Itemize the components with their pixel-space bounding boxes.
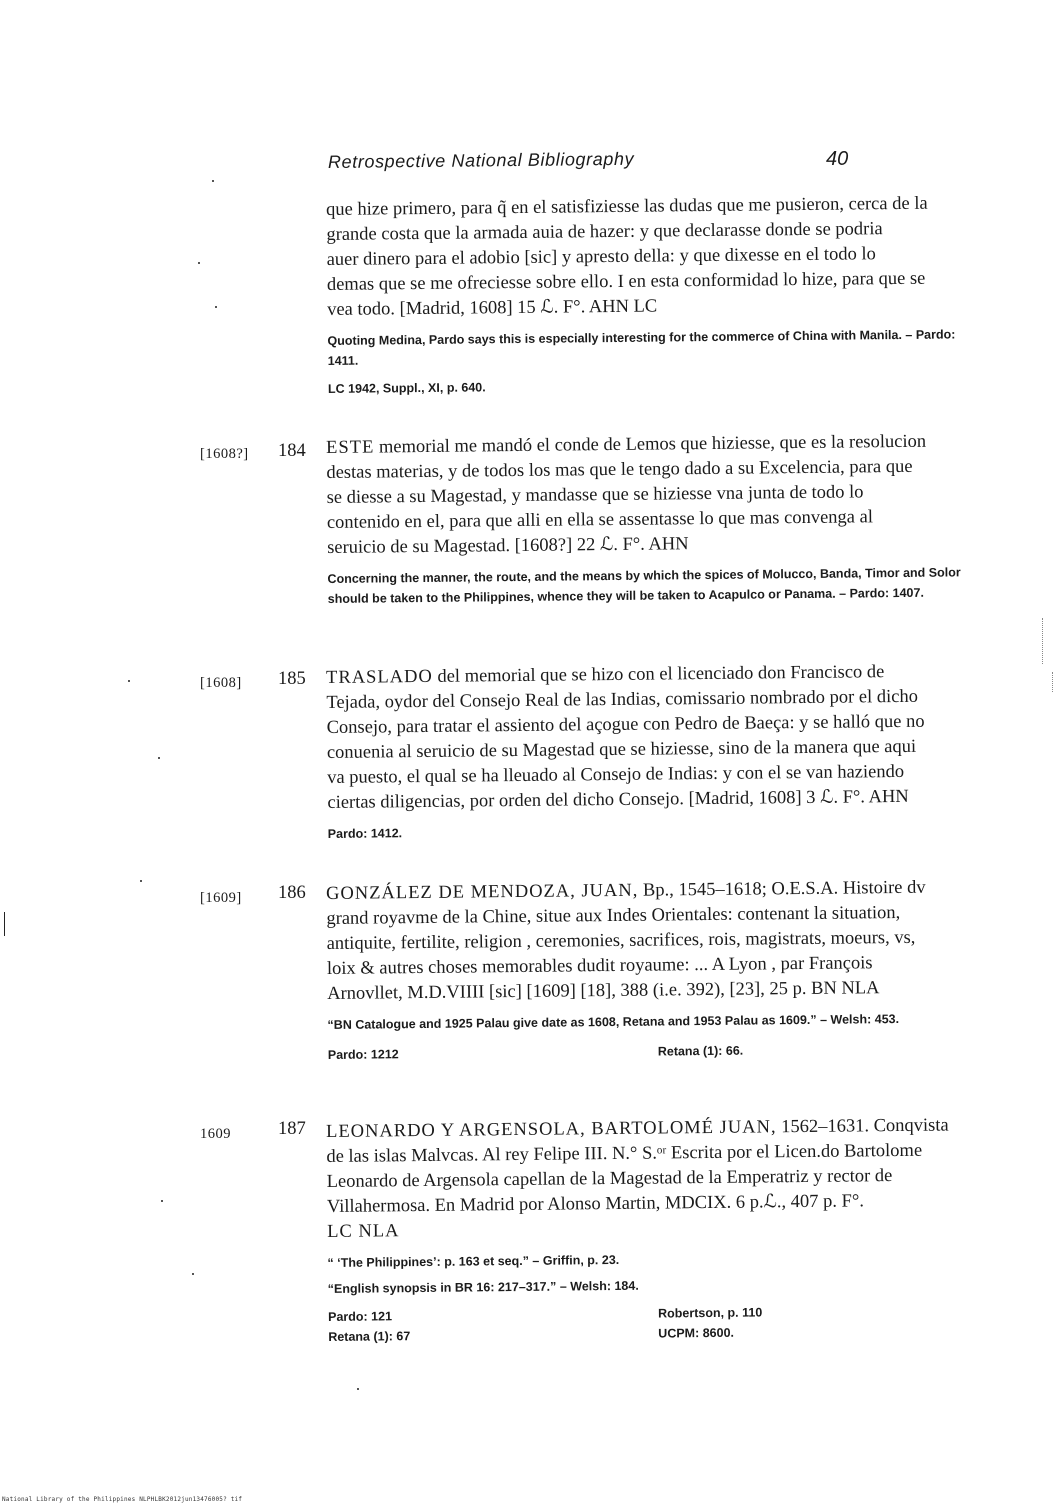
- entry-text-line: antiquite, fertilite, religion , ceremonies, sacrifices, rois, magistrats, moeurs, vs,: [326, 927, 916, 954]
- entry-text-line: LC NLA: [327, 1221, 400, 1242]
- entry-186: [326, 875, 988, 1065]
- entry-text-line: Arnovllet, M.D.VIIII [sic] [1609] [18], 388 (i.e. 392), [23], 25 p. BN NLA: [327, 978, 880, 1004]
- entry-text: memorial me mandó el conde de Lemos que hiziesse, que es la resolucion: [378, 431, 927, 458]
- entry-text-line: loix & autres choses memorables dudit royaume: ... A Lyon , par François: [326, 953, 873, 979]
- entry-lead: LEONARDO Y ARGENSOLA, BARTOLOMÉ JUAN,: [326, 1117, 777, 1142]
- entry-text-line: contenido en el, para que alli en ella se assentasse lo que mas convenga al: [326, 507, 874, 533]
- entry-date: 1609: [200, 1126, 231, 1142]
- entry-lead: ESTE: [326, 437, 375, 458]
- scan-speck: [212, 180, 214, 182]
- running-head: Retrospective National Bibliography: [327, 148, 635, 172]
- reference-right: UCPM: 8600.: [658, 1325, 735, 1341]
- scan-edge-dots: [1042, 618, 1044, 664]
- entry-text: Bp., 1545–1618; O.E.S.A. Histoire dv: [642, 877, 926, 901]
- entry-number: 185: [278, 669, 306, 689]
- entry-date: [1608?]: [200, 446, 249, 462]
- entry-text-line: ciertas diligencias, por orden del dicho Consejo. [Madrid, 1608] 3 ℒ. F°. AHN: [327, 786, 909, 813]
- scan-speck: [161, 1200, 163, 1202]
- scan-speck: [357, 1388, 359, 1390]
- entry-text-line: destas materias, y de todos los mas que le tengo dado a su Excelencia, para que: [326, 456, 913, 483]
- scan-footer: National Library of the Philippines NLPHLBK2012jun13476005? tif: [2, 1496, 243, 1503]
- entry-note: Quoting Medina, Pardo says this is especially interesting for the commerce of China with Manila. – Pardo: 1411.: [327, 327, 956, 368]
- scan-edge-dots: [1052, 672, 1054, 692]
- entry-lead: GONZÁLEZ DE MENDOZA, JUAN,: [326, 880, 639, 904]
- entry-187: [326, 1113, 988, 1347]
- entry-text-line: grand royavme de la Chine, situe aux Indes Orientales: contenant la situation,: [326, 902, 901, 929]
- reference-left: Retana (1): 67: [328, 1329, 411, 1344]
- entry-date: [1608]: [200, 675, 242, 691]
- scan-speck: [140, 880, 142, 882]
- entry-note: LC 1942, Suppl., XI, p. 640.: [327, 380, 486, 396]
- entry-number: 186: [278, 883, 306, 903]
- entry-text-line: que hize primero, para q̃ en el satisfiziesse las dudas que me pusieron, cerca de la: [326, 193, 928, 220]
- entry-text-line: conuenia al seruicio de su Magestad que se hiziesse, sino de la manera que aqui: [326, 736, 917, 763]
- entry-text-line: vea todo. [Madrid, 1608] 15 ℒ. F°. AHN LC: [327, 296, 658, 320]
- entry-185: [326, 659, 988, 844]
- entry-text-line: seruicio de su Magestad. [1608?] 22 ℒ. F°. AHN: [327, 534, 689, 558]
- entry-number: 184: [278, 441, 306, 461]
- scan-speck: [198, 262, 200, 264]
- entry-text: 1562–1631. Conqvista: [781, 1115, 949, 1138]
- entry-date: [1609]: [200, 890, 242, 906]
- entry-continuation: [326, 191, 988, 399]
- scan-speck: [128, 680, 130, 682]
- entry-text-line: va puesto, el qual se ha lleuado al Consejo de Indias: y con el se van haziendo: [327, 761, 905, 788]
- entry-note: Pardo: 1412.: [327, 826, 403, 841]
- entry-text-line: Consejo, para tratar el assiento del açogue con Pedro de Baeça: y se halló que no: [326, 711, 925, 738]
- reference-left: Pardo: 121: [327, 1309, 393, 1324]
- entry-number: 187: [278, 1119, 306, 1139]
- entry-text-line: Villahermosa. En Madrid por Alonso Martin, MDCIX. 6 p.ℒ., 407 p. F°.: [326, 1191, 865, 1217]
- entry-text-line: auer dinero para el adobio [sic] y apresto della: y que dixesse en el todo lo: [326, 244, 876, 270]
- reference-right: Retana (1): 66.: [657, 1043, 744, 1059]
- page-number: 40: [826, 148, 849, 170]
- reference-right: Robertson, p. 110: [657, 1305, 763, 1321]
- entry-lead: TRASLADO: [326, 666, 433, 688]
- entry-text-line: demas que se me ofreciesse sobre ello. I en esta conformidad lo hize, para que se: [326, 268, 926, 295]
- entry-text: del memorial que se hizo con el licenciado don Francisco de: [437, 662, 885, 687]
- entry-note: “BN Catalogue and 1925 Palau give date as 1608, Retana and 1953 Palau as 1609.” – Welsh: 453.: [327, 1012, 900, 1032]
- reference-left: Pardo: 1212: [327, 1047, 399, 1062]
- scan-speck: [158, 757, 160, 759]
- scan-speck: [215, 306, 217, 308]
- entry-note: Concerning the manner, the route, and the means by which the spices of Molucco, Banda, Timor and Solor should be taken to the Philippines, whence they will be taken to Acapulco or Panama. – Pardo: 1407.: [327, 565, 961, 606]
- entry-text-line: se diesse a su Magestad, y mandasse que se hiziesse vna junta de todo lo: [326, 482, 864, 508]
- entry-text-line: Tejada, oydor del Consejo Real de las Indias, comissario nombrado por el dicho: [326, 686, 919, 713]
- entry-note: “ ‘The Philippines’: p. 163 et seq.” – Griffin, p. 23.: [327, 1252, 620, 1270]
- entry-text-line: de las islas Malvcas. Al rey Felipe III. N.° S.ᵒʳ Escrita por el Licen.do Bartolome: [326, 1140, 923, 1167]
- scan-edge-mark: [4, 912, 5, 936]
- entry-note: “English synopsis in BR 16: 217–317.” – Welsh: 184.: [327, 1278, 639, 1296]
- scan-speck: [192, 1273, 194, 1275]
- entry-184: [326, 429, 988, 609]
- entry-text-line: grande costa que la armada auia de hazer: y que declarasse donde se podria: [326, 219, 883, 245]
- entry-text-line: Leonardo de Argensola capellan de la Magestad de la Emperatriz y rector de: [326, 1166, 893, 1192]
